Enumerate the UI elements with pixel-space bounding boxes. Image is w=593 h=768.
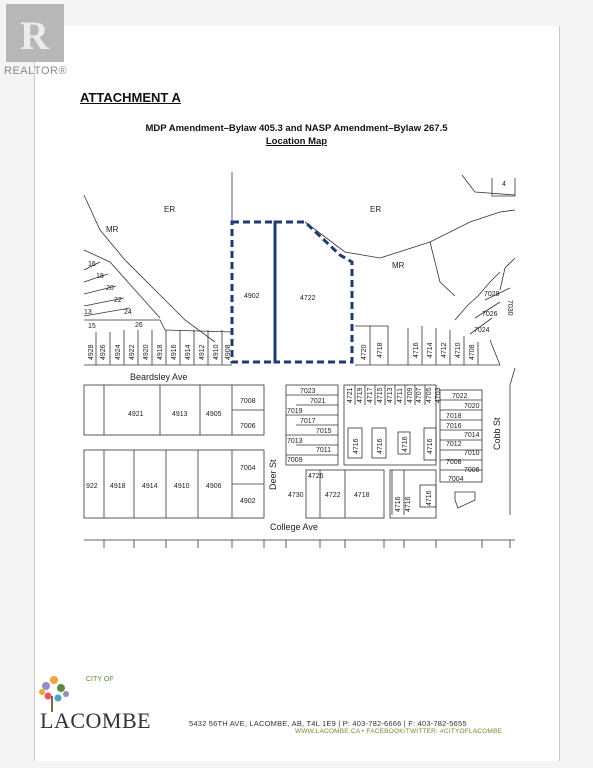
map-title: MDP Amendment–Bylaw 405.3 and NASP Amendment–Bylaw 267.5 [145, 123, 448, 134]
lot-label: 20 [106, 285, 114, 292]
area-label-er-west: ER [164, 205, 176, 214]
lot-label: 4716 [427, 438, 434, 454]
lot-label: 7004 [240, 465, 256, 472]
area-label-mr-west: MR [106, 225, 119, 234]
area-label-mr-east: MR [392, 261, 405, 270]
lot-label: 7023 [300, 388, 316, 395]
parcel-4722-label: 4722 [300, 295, 316, 302]
lot-label: 4910 [174, 483, 190, 490]
lot-label: 4720 [361, 344, 368, 360]
lot-label: 4718 [377, 342, 384, 358]
lot-label: 4730 [288, 492, 304, 499]
lot-label: 4716 [405, 496, 412, 512]
lot-label: 4906 [206, 483, 222, 490]
lot-label: 4708 [469, 344, 476, 360]
lot-label: 4716 [426, 490, 433, 506]
lot-label: 4716 [353, 438, 360, 454]
lot-label: 4716 [402, 436, 409, 452]
lot-label: 4910 [213, 344, 220, 360]
lot-label: 13 [84, 309, 92, 316]
lot-label: 7004 [448, 476, 464, 483]
lot-label: 7019 [287, 408, 303, 415]
lot-label: 4922 [129, 344, 136, 360]
lot-label: 4908 [225, 344, 232, 360]
street-cobb-st: Cobb St [492, 417, 502, 450]
lot-label: 4721 [347, 387, 354, 403]
city-logo [36, 668, 176, 738]
lot-label: 7009 [287, 457, 303, 464]
lot-label: 22 [114, 297, 122, 304]
subject-parcels [232, 222, 352, 362]
lot-label: 4710 [455, 342, 462, 358]
lot-label: 4716 [395, 496, 402, 512]
lot-label: 4914 [142, 483, 158, 490]
lot-label: 4709 [407, 387, 414, 403]
contact-address: 5432 56TH AVE, LACOMBE, AB, T4L 1E9 | P: 403-782-6666 | F: 403-782-5655 [189, 719, 467, 728]
lot-label: 4914 [185, 344, 192, 360]
lot-label: 7015 [316, 428, 332, 435]
area-label-er-east: ER [370, 205, 382, 214]
realtor-logo-icon: R [6, 4, 64, 62]
lot-label: 4918 [110, 483, 126, 490]
lot-label: 4902 [240, 498, 256, 505]
lot-label: 4928 [88, 344, 95, 360]
lot-label: 7006 [464, 467, 480, 474]
lot-label: 4926 [100, 344, 107, 360]
lot-label: 4912 [199, 344, 206, 360]
lot-label: 7022 [452, 393, 468, 400]
lot-label: 7011 [316, 447, 332, 454]
lot-label: 4905 [206, 411, 222, 418]
lot-label: 7006 [240, 423, 256, 430]
lot-label: 4924 [115, 344, 122, 360]
lot-label: 4703 [435, 387, 442, 403]
lot-label: 4717 [367, 387, 374, 403]
lot-label: 4714 [427, 342, 434, 358]
lot-label: 4722 [325, 492, 341, 499]
lot-label: 7024 [474, 327, 490, 334]
lot-label: 15 [88, 323, 96, 330]
map-subtitle: Location Map [265, 136, 328, 147]
lot-label: 4918 [157, 344, 164, 360]
lot-label: 24 [124, 309, 132, 316]
lot-label: 7008 [240, 398, 256, 405]
lot-label: 7010 [464, 450, 480, 457]
lot-label: 7016 [446, 423, 462, 430]
lot-label: 7028 [484, 291, 500, 298]
lot-label: 4712 [441, 342, 448, 358]
lot-label: 4716 [377, 438, 384, 454]
street-beardsley-ave: Beardsley Ave [130, 372, 188, 382]
lot-label: 4718 [354, 492, 370, 499]
lot-label: 7017 [300, 418, 316, 425]
lot-label: 16 [88, 261, 96, 268]
lot-label: 4920 [143, 344, 150, 360]
lot-label: 4 [502, 181, 506, 188]
lot-label: 7021 [310, 398, 326, 405]
contact-web: WWW.LACOMBE.CA • FACEBOOK/TWITTER: #CITYOFLACOMBE [295, 728, 503, 735]
lot-label: 18 [96, 273, 104, 280]
lot-label: 4707 [416, 387, 423, 403]
lot-label: 7014 [464, 432, 480, 439]
lot-label: 26 [135, 322, 143, 329]
lot-label: 4916 [171, 344, 178, 360]
street-college-ave: College Ave [270, 522, 318, 532]
lot-label: 4715 [377, 387, 384, 403]
lot-label: 4719 [357, 387, 364, 403]
lot-label: 7018 [446, 413, 462, 420]
lot-label: 4716 [413, 342, 420, 358]
lot-label: 7008 [446, 459, 462, 466]
street-deer-st: Deer St [268, 459, 278, 490]
city-of-label: CITY OF [86, 676, 114, 683]
lot-label: 4711 [397, 387, 404, 403]
lot-label: 4726 [308, 473, 324, 480]
lot-label: 7020 [464, 403, 480, 410]
lot-label: 4713 [387, 387, 394, 403]
lot-label: 7026 [482, 311, 498, 318]
city-name: LACOMBE [40, 708, 152, 733]
parcel-4722-outline [275, 222, 352, 362]
parcel-4902-outline [232, 222, 275, 362]
lot-label: 7030 [506, 300, 513, 316]
lot-label: 7013 [287, 438, 303, 445]
lot-label: 4913 [172, 411, 188, 418]
attachment-heading: ATTACHMENT A [80, 90, 181, 105]
parcel-4902-label: 4902 [244, 293, 260, 300]
lot-label: 4921 [128, 411, 144, 418]
lot-label: 7012 [446, 441, 462, 448]
realtor-text: REALTOR® [4, 65, 68, 77]
lot-label: 922 [86, 483, 98, 490]
lot-label: 4705 [426, 387, 433, 403]
